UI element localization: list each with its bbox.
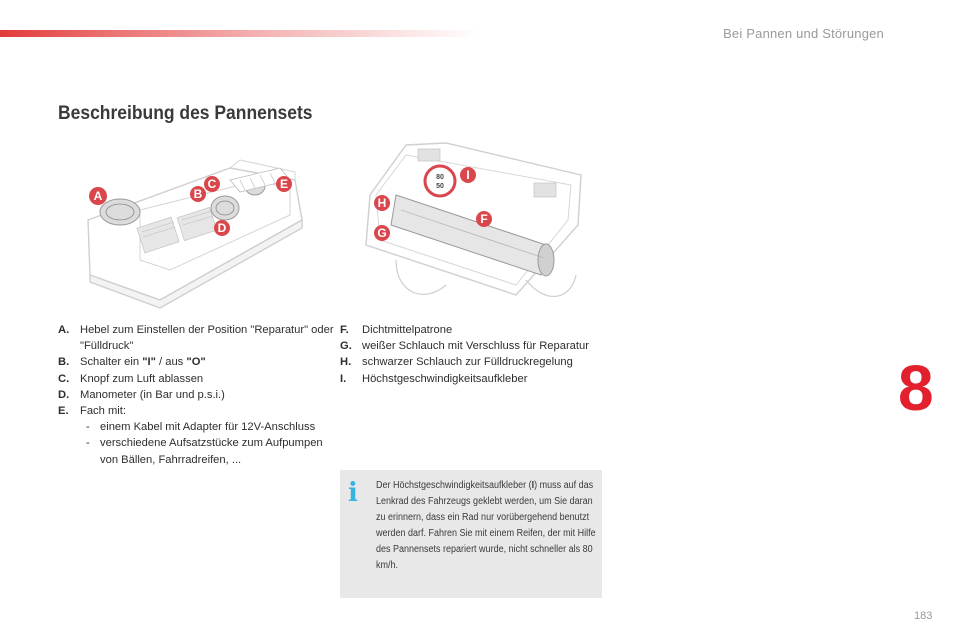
legend-subitem-text: einem Kabel mit Adapter für 12V-Anschluss	[100, 421, 316, 434]
callout-f: F	[480, 212, 488, 226]
chapter-number: 8	[898, 352, 934, 424]
callout-i: I	[466, 168, 470, 182]
info-text-part: ) muss auf das Lenkrad des Fahrzeugs geklebt werden, um Sie daran zu erinnern, dass ein Rad nur vorübergehend benutzt werden darf. Fahren Sie mit einem Reifen, der mit Hilfe des Pannensets repariert wurde, nicht schneller als 80 km/h.	[376, 480, 596, 571]
dash: -	[86, 421, 90, 434]
legend-subitem-text: verschiedene Aufsatzstücke zum Aufpumpen von Bällen, Fahrradreifen, ...	[100, 437, 323, 466]
legend-item-g	[340, 338, 620, 354]
legend-key: I.	[340, 372, 347, 385]
legend-subitem	[80, 419, 338, 435]
legend-key: H.	[340, 356, 352, 369]
legend-key: B.	[58, 356, 70, 369]
legend-text-part: / aus	[155, 356, 187, 369]
legend-text-part: Schalter ein	[80, 356, 143, 369]
info-text-bold: I	[531, 480, 535, 491]
legend-right	[340, 322, 620, 387]
dash: -	[86, 437, 90, 450]
legend-item-a	[58, 322, 338, 354]
info-text	[376, 478, 597, 574]
callout-h: H	[377, 196, 387, 210]
callout-b: B	[193, 187, 203, 201]
legend-key: F.	[340, 324, 349, 336]
callout-d: D	[217, 221, 227, 235]
info-box	[340, 470, 602, 598]
legend-text	[80, 403, 338, 468]
legend-item-d	[58, 387, 338, 403]
legend-text-part: Fach mit:	[80, 405, 127, 418]
legend-item-c	[58, 371, 338, 387]
legend-text: Knopf zum Luft ablassen	[80, 372, 204, 385]
switch-on-label: "I"	[142, 356, 156, 369]
speed-label-lower: 50	[436, 183, 444, 190]
header-accent-bar	[0, 30, 480, 37]
legend-text: Manometer (in Bar und p.s.i.)	[80, 388, 225, 401]
switch-off-label: "O"	[186, 356, 206, 369]
legend-key: G.	[340, 340, 352, 353]
callout-e: E	[279, 177, 289, 191]
legend-subitem	[80, 435, 338, 467]
callout-a: A	[93, 189, 103, 203]
legend-text: Höchstgeschwindigkeitsaufkleber	[362, 372, 528, 385]
legend-text	[80, 354, 338, 370]
sealant-kit-illustration	[356, 135, 596, 305]
legend-item-b	[58, 354, 338, 370]
callout-c: C	[207, 177, 217, 191]
legend-item-h	[340, 354, 620, 370]
callout-g: G	[377, 226, 387, 240]
legend-item-e	[58, 403, 338, 468]
compressor-kit-illustration	[80, 150, 310, 310]
legend-item-f	[340, 322, 620, 338]
legend-key: A.	[58, 324, 70, 336]
legend-text: Dichtmittelpatrone	[362, 324, 453, 336]
legend-text: weißer Schlauch mit Verschluss für Reparatur	[362, 340, 589, 353]
legend-left	[58, 322, 338, 468]
legend-item-i	[340, 371, 620, 387]
legend-text: schwarzer Schlauch zur Fülldruckregelung	[362, 356, 573, 369]
legend-key: D.	[58, 388, 70, 401]
info-icon: i	[348, 478, 358, 508]
legend-key: E.	[58, 405, 69, 418]
info-text-part: Der Höchstgeschwindigkeitsaufkleber (	[376, 480, 532, 491]
speed-label-upper: 80	[436, 174, 444, 181]
page-number: 183	[914, 610, 933, 622]
legend-key: C.	[58, 372, 70, 385]
section-title: Beschreibung des Pannensets	[58, 103, 313, 124]
chapter-title: Bei Pannen und Störungen	[723, 26, 884, 41]
legend-text: Hebel zum Einstellen der Position "Reparatur" oder "Fülldruck"	[80, 324, 334, 353]
